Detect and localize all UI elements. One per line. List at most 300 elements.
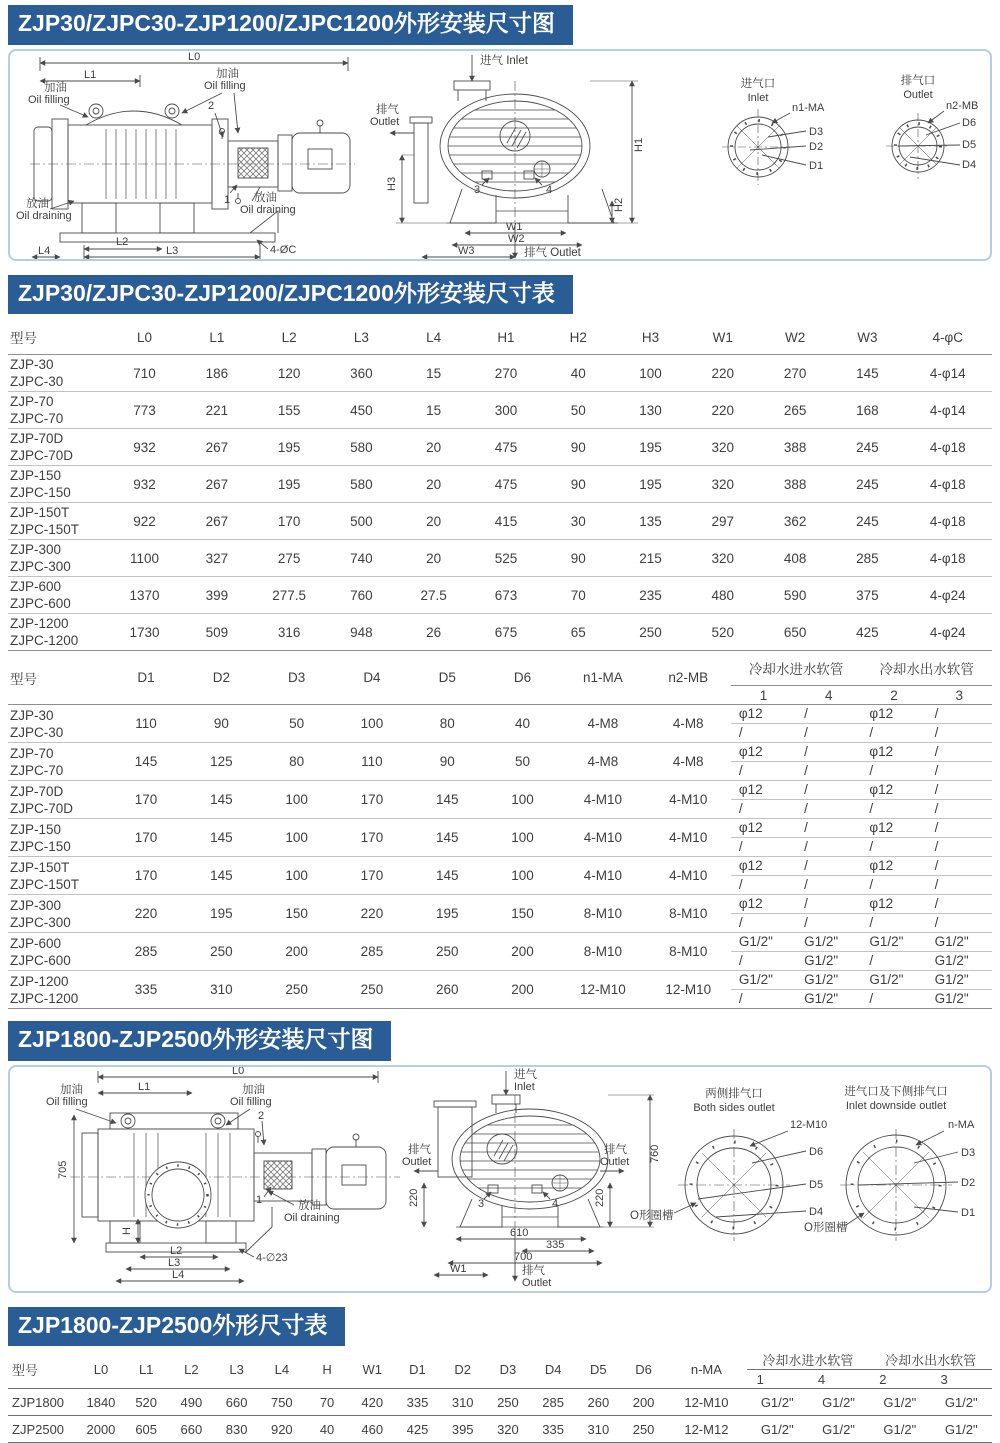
value-cell: 80 [289, 754, 305, 770]
value-cell: 250 [285, 982, 308, 998]
value-cell: 395 [451, 1421, 474, 1437]
model-cell [8, 355, 108, 392]
hose-bottom-value: / [869, 877, 874, 893]
hose-cell [927, 819, 992, 857]
hose-subcolumn-header: 4 [817, 1371, 826, 1387]
hose-top-value: / [796, 857, 861, 876]
svg-text:O形圈槽: O形圈槽 [804, 1221, 848, 1234]
svg-text:加油: 加油 [44, 81, 67, 94]
model-name: ZJPC-150T [10, 876, 80, 892]
hose-group-header: 冷却水出水软管 [861, 651, 992, 686]
column-header: D5 [590, 1361, 607, 1377]
svg-text:H1: H1 [633, 137, 645, 152]
model-name: ZJPC-1200 [10, 633, 79, 649]
value-cell: 4-M10 [669, 830, 708, 846]
value-cell: 285 [856, 550, 879, 566]
drawing-box-zjp1800-2500 [8, 1065, 992, 1293]
hose-top-value: φ12 [861, 781, 926, 800]
table-row [8, 392, 992, 429]
value-cell: 250 [360, 982, 384, 998]
hose-top-value: φ12 [731, 705, 796, 724]
value-cell: 170 [134, 868, 158, 884]
value-cell: 110 [135, 716, 157, 732]
svg-text:排气: 排气 [376, 103, 399, 116]
table-row [8, 1389, 992, 1416]
hose-top-value: φ12 [731, 819, 796, 838]
value-cell: 100 [285, 830, 308, 846]
hose-top-value: G1/2" [796, 971, 861, 990]
hose-cell [927, 705, 992, 743]
value-cell: 520 [135, 1394, 158, 1410]
hose-top-value: / [796, 895, 861, 914]
value-cell: 170 [277, 513, 301, 529]
column-header: 型号 [12, 1362, 39, 1378]
value-cell: 200 [632, 1394, 655, 1410]
value-cell: 250 [210, 944, 233, 960]
model-cell [8, 971, 108, 1009]
hose-top-value: / [927, 781, 992, 800]
value-cell: 4-M8 [587, 716, 619, 732]
svg-text:Outlet: Outlet [370, 115, 400, 128]
svg-text:L4: L4 [38, 244, 51, 257]
hose-top-value: φ12 [731, 781, 796, 800]
column-header: L0 [93, 1361, 109, 1377]
model-cell [8, 743, 108, 781]
hose-cell [861, 933, 926, 971]
hose-bottom-value: G1/2" [804, 991, 839, 1007]
value-cell: 4-φ18 [929, 550, 966, 566]
hose-bottom-value: / [804, 763, 808, 779]
hose-top-value: / [927, 819, 992, 838]
model-name: ZJPC-600 [10, 596, 71, 612]
value-cell: 150 [285, 906, 308, 922]
model-name: ZJPC-150 [10, 838, 71, 854]
hose-cell [731, 933, 796, 971]
hose-subcolumn-header: 1 [756, 1371, 764, 1387]
model-cell [8, 933, 108, 971]
value-cell: 4-φ14 [929, 402, 966, 418]
value-cell: 327 [205, 550, 229, 566]
outlet-flange-view [886, 111, 960, 179]
svg-text:排气 Outlet: 排气 Outlet [524, 246, 581, 259]
svg-text:W2: W2 [508, 232, 525, 245]
value-cell: 100 [639, 365, 662, 381]
svg-text:进气: 进气 [514, 1068, 537, 1081]
hose-cell [927, 895, 992, 933]
value-cell: 100 [360, 716, 384, 732]
hose-cell [731, 857, 796, 895]
value-cell: 220 [360, 906, 384, 922]
end-view-labels-2 [402, 1067, 661, 1289]
value-cell: 15 [426, 402, 442, 418]
hose-bottom-value: G1/2" [934, 991, 969, 1007]
value-cell: 90 [213, 716, 229, 732]
model-cell [8, 577, 108, 614]
section1-title-bar: ZJP30/ZJPC30-ZJP1200/ZJPC1200外形安装尺寸图 [8, 5, 573, 45]
hose-subcolumn-header: 4 [824, 687, 833, 703]
value-cell: 750 [270, 1394, 293, 1410]
model-name: ZJPC-150T [10, 522, 80, 538]
svg-text:1: 1 [224, 193, 231, 206]
model-name: ZJP-30 [10, 357, 54, 373]
hose-bottom-value: / [869, 991, 874, 1007]
hose-bottom-value: / [804, 877, 808, 893]
value-cell: 135 [639, 513, 662, 529]
hose-bottom-value: / [869, 953, 874, 969]
svg-text:D4: D4 [809, 1205, 824, 1218]
svg-text:W1: W1 [506, 220, 523, 233]
column-header: n-MA [690, 1361, 722, 1377]
hose-cell [861, 705, 926, 743]
hose-cell [731, 705, 796, 743]
value-cell: 8-M10 [583, 944, 622, 960]
value-cell: 20 [426, 476, 442, 492]
value-cell: 335 [406, 1394, 429, 1410]
hose-bottom-value: / [869, 763, 874, 779]
value-cell: 145 [210, 792, 233, 808]
svg-text:Oil filling: Oil filling [46, 1095, 88, 1108]
value-cell: 20 [426, 513, 442, 529]
model-cell [8, 466, 108, 503]
value-cell: G1/2" [760, 1421, 794, 1437]
hose-top-value: G1/2" [861, 933, 926, 952]
svg-text:H3: H3 [386, 176, 398, 191]
value-cell: 100 [511, 868, 534, 884]
value-cell: 335 [134, 982, 158, 998]
svg-text:进气 Inlet: 进气 Inlet [480, 54, 528, 67]
value-cell: 250 [639, 624, 662, 640]
value-cell: 170 [360, 830, 384, 846]
value-cell: 922 [133, 513, 156, 529]
table-row [8, 781, 992, 819]
value-cell: 26 [426, 624, 442, 640]
value-cell: 245 [856, 476, 879, 492]
value-cell: 215 [639, 550, 662, 566]
svg-text:放油: 放油 [26, 197, 49, 210]
table-row [8, 819, 992, 857]
value-cell: 145 [435, 830, 459, 846]
dimension-table-a [8, 320, 992, 651]
model-name: ZJP-1200 [10, 616, 69, 632]
value-cell: 4-φ18 [929, 513, 966, 529]
value-cell: 4-M10 [583, 868, 622, 884]
svg-text:220: 220 [408, 1188, 420, 1207]
value-cell: 195 [639, 439, 662, 455]
value-cell: 388 [783, 439, 807, 455]
svg-text:n2-MB: n2-MB [946, 99, 979, 112]
section4-title-bar: ZJP1800-ZJP2500外形尺寸表 [8, 1307, 345, 1347]
value-cell: 250 [435, 944, 459, 960]
value-cell: 120 [277, 365, 301, 381]
hose-bottom-value: / [934, 915, 939, 931]
hose-bottom-value: G1/2" [934, 953, 969, 969]
value-cell: 90 [570, 476, 586, 492]
hose-top-value: / [927, 705, 992, 724]
installation-drawing-zjp1800-2500 [10, 1067, 992, 1291]
svg-text:放油: 放油 [298, 1199, 321, 1212]
value-cell: G1/2" [883, 1421, 917, 1437]
value-cell: 320 [497, 1421, 519, 1437]
value-cell: 245 [856, 513, 879, 529]
svg-text:4: 4 [552, 1197, 559, 1210]
svg-text:D2: D2 [809, 140, 824, 153]
value-cell: 4-M10 [583, 792, 622, 808]
value-cell: 425 [406, 1421, 429, 1437]
column-header: D3 [499, 1361, 517, 1377]
svg-text:放油: 放油 [254, 191, 277, 204]
value-cell: 150 [511, 906, 534, 922]
model-name: ZJP-600 [10, 579, 62, 595]
outlet-flange-labels [901, 73, 979, 171]
table2-header-row [8, 1350, 992, 1370]
svg-text:Outlet: Outlet [402, 1155, 432, 1168]
value-cell: 650 [783, 624, 807, 640]
column-header: L4 [274, 1361, 290, 1377]
hose-cell [731, 895, 796, 933]
value-cell: 932 [133, 476, 156, 492]
value-cell: 50 [570, 402, 586, 418]
value-cell: 270 [783, 365, 807, 381]
value-cell: 500 [350, 513, 373, 529]
table-row [8, 466, 992, 503]
value-cell: 4-φ24 [929, 587, 966, 603]
value-cell: 360 [350, 365, 373, 381]
hose-subcolumn-header: 3 [940, 1371, 948, 1387]
table-row [8, 540, 992, 577]
svg-text:Oil draining: Oil draining [16, 209, 72, 222]
hose-bottom-value: / [934, 801, 939, 817]
value-cell: 660 [180, 1421, 203, 1437]
hose-top-value: / [927, 895, 992, 914]
value-cell: 110 [361, 754, 383, 770]
hose-group-header: 冷却水出水软管 [869, 1350, 992, 1370]
hose-bottom-value: / [738, 953, 743, 969]
model-name: ZJPC-300 [10, 559, 71, 575]
column-header: L2 [281, 329, 297, 345]
hose-cell [861, 971, 926, 1009]
value-cell: 90 [439, 754, 455, 770]
value-cell: 399 [205, 587, 229, 603]
value-cell: 1840 [86, 1394, 116, 1410]
value-cell: 675 [494, 624, 518, 640]
model-name: ZJP-1200 [10, 973, 69, 989]
svg-text:H2: H2 [613, 197, 625, 212]
hose-bottom-value: / [934, 877, 939, 893]
value-cell: 4-φ24 [929, 624, 966, 640]
value-cell: 145 [210, 830, 233, 846]
value-cell: 475 [494, 439, 518, 455]
value-cell: 245 [856, 439, 879, 455]
svg-text:D2: D2 [961, 1176, 976, 1189]
value-cell: 90 [570, 550, 586, 566]
svg-text:L2: L2 [170, 1244, 183, 1257]
value-cell: 80 [439, 716, 455, 732]
value-cell: 415 [494, 513, 518, 529]
model-name: ZJPC-150 [10, 485, 71, 501]
value-cell: 1100 [130, 550, 160, 566]
value-cell: 8-M10 [669, 944, 708, 960]
value-cell: 388 [783, 476, 807, 492]
model-name: ZJPC-30 [10, 374, 64, 390]
hose-subcolumn-header: 2 [879, 1371, 887, 1387]
value-cell: 525 [494, 550, 518, 566]
value-cell: 509 [205, 624, 229, 640]
hose-bottom-value: / [738, 915, 743, 931]
column-header: D3 [288, 670, 306, 686]
inlet-downside-labels [804, 1084, 975, 1234]
table-row [8, 614, 992, 651]
end-view-labels [370, 53, 645, 259]
hose-bottom-value: / [804, 725, 808, 741]
model-name: ZJP-150T [10, 859, 70, 875]
value-cell: 4-M8 [587, 754, 619, 770]
hose-cell [796, 857, 861, 895]
hose-top-value: / [796, 781, 861, 800]
column-header: H1 [497, 329, 515, 345]
model-name: ZJPC-600 [10, 952, 71, 968]
svg-text:D4: D4 [962, 158, 977, 171]
value-cell: 100 [285, 792, 308, 808]
hose-bottom-value: / [804, 839, 808, 855]
svg-text:加油: 加油 [60, 1083, 83, 1096]
svg-text:W1: W1 [450, 1262, 467, 1275]
svg-text:D3: D3 [809, 125, 824, 138]
inlet-flange-view [722, 109, 806, 185]
value-cell: 50 [289, 716, 305, 732]
svg-text:L4: L4 [172, 1268, 185, 1281]
value-cell: 40 [515, 716, 531, 732]
value-cell: 195 [277, 476, 301, 492]
value-cell: 605 [135, 1421, 158, 1437]
value-cell: 12-M10 [684, 1394, 729, 1410]
svg-text:D1: D1 [809, 159, 824, 172]
value-cell: 8-M10 [669, 906, 708, 922]
value-cell: 221 [205, 402, 229, 418]
hose-subcolumn-header: 2 [890, 687, 898, 703]
hose-cell [731, 819, 796, 857]
value-cell: 260 [435, 982, 459, 998]
svg-text:加油: 加油 [216, 67, 239, 80]
svg-text:610: 610 [510, 1226, 529, 1239]
svg-text:L0: L0 [188, 50, 201, 63]
value-cell: G1/2" [760, 1394, 794, 1410]
hose-top-value: / [927, 743, 992, 762]
model-name: ZJP-70D [10, 431, 64, 447]
hose-top-value: φ12 [861, 705, 926, 724]
value-cell: G1/2" [944, 1421, 978, 1437]
value-cell: 27.5 [420, 587, 447, 603]
value-cell: 145 [856, 365, 879, 381]
value-cell: 335 [542, 1421, 564, 1437]
model-cell [8, 895, 108, 933]
hose-bottom-value: / [738, 801, 743, 817]
hose-top-value: φ12 [731, 895, 796, 914]
model-cell [8, 857, 108, 895]
hose-cell [861, 743, 926, 781]
value-cell: 297 [711, 513, 735, 529]
table-row [8, 429, 992, 466]
column-header: D4 [363, 670, 381, 686]
table-a-header-row [8, 320, 992, 355]
model-name: ZJP-300 [10, 897, 62, 913]
value-cell: 773 [133, 402, 156, 418]
svg-text:Outlet: Outlet [600, 1155, 630, 1168]
model-name: ZJP-30 [10, 707, 54, 723]
hose-top-value: φ12 [731, 743, 796, 762]
value-cell: 70 [319, 1394, 335, 1410]
value-cell: 200 [511, 982, 534, 998]
value-cell: 8-M10 [583, 906, 622, 922]
value-cell: 220 [711, 365, 735, 381]
column-header: H2 [569, 329, 587, 345]
svg-text:D3: D3 [961, 1146, 976, 1159]
value-cell: 520 [711, 624, 735, 640]
value-cell: 320 [711, 550, 735, 566]
value-cell: 285 [134, 944, 158, 960]
hose-cell [927, 781, 992, 819]
section3-title-bar: ZJP1800-ZJP2500外形安装尺寸图 [8, 1021, 391, 1061]
svg-text:700: 700 [514, 1250, 533, 1263]
hose-cell [861, 857, 926, 895]
table-row [8, 895, 992, 933]
hose-cell [927, 971, 992, 1009]
column-header: D1 [409, 1361, 426, 1377]
value-cell: 590 [783, 587, 807, 603]
inlet-downside-flange [840, 1129, 958, 1241]
section2-title-bar: ZJP30/ZJPC30-ZJP1200/ZJPC1200外形安装尺寸表 [8, 275, 573, 315]
svg-text:Oil filling: Oil filling [230, 1095, 272, 1108]
svg-text:D6: D6 [809, 1145, 824, 1158]
column-header: D2 [454, 1361, 472, 1377]
hose-top-value: / [796, 705, 861, 724]
hose-top-value: / [927, 857, 992, 876]
hose-bottom-value: / [869, 915, 874, 931]
hose-cell [796, 819, 861, 857]
value-cell: 1730 [129, 624, 160, 640]
value-cell: 195 [277, 439, 301, 455]
model-name: ZJP-150 [10, 468, 62, 484]
hose-group-header: 冷却水进水软管 [731, 651, 862, 686]
column-header: W1 [362, 1361, 383, 1377]
model-name: ZJPC-1200 [10, 990, 79, 1006]
svg-text:两侧排气口: 两侧排气口 [705, 1087, 763, 1100]
svg-text:D1: D1 [961, 1206, 976, 1219]
value-cell: 673 [494, 587, 518, 603]
value-cell: 710 [133, 365, 156, 381]
svg-text:4-∅23: 4-∅23 [256, 1251, 288, 1264]
column-header: H [322, 1361, 332, 1377]
value-cell: 475 [494, 476, 518, 492]
value-cell: 186 [205, 365, 229, 381]
model-cell: ZJP1800 [12, 1394, 65, 1410]
value-cell: 277.5 [272, 587, 306, 603]
value-cell: 4-φ14 [929, 365, 966, 381]
hose-bottom-value: / [738, 991, 743, 1007]
value-cell: 740 [350, 550, 373, 566]
hose-top-value: G1/2" [731, 971, 796, 990]
svg-text:D6: D6 [962, 116, 977, 129]
value-cell: 920 [270, 1421, 293, 1437]
model-name: ZJP-150T [10, 505, 70, 521]
svg-text:760: 760 [649, 1144, 661, 1163]
hose-bottom-value: / [738, 725, 743, 741]
hose-bottom-value: / [738, 763, 743, 779]
value-cell: 155 [277, 402, 301, 418]
value-cell: 30 [570, 513, 586, 529]
svg-text:Oil filling: Oil filling [204, 79, 246, 92]
svg-text:4-ØC: 4-ØC [270, 243, 297, 256]
value-cell: 310 [587, 1421, 610, 1437]
